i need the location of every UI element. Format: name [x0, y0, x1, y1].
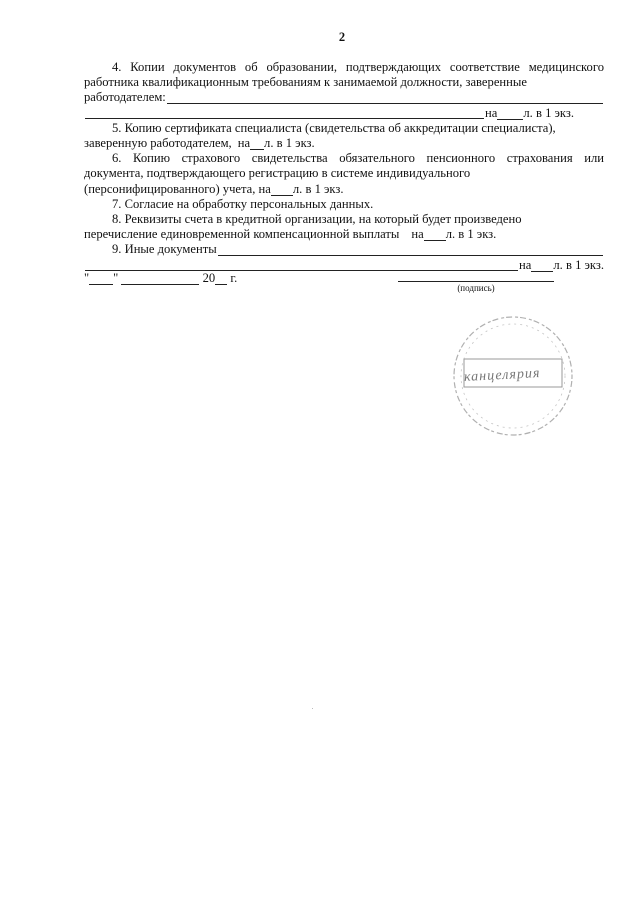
item-8-text: 8. Реквизиты счета в кредитной организации, на который будет произведено: [112, 212, 522, 227]
item-4-employer-line: [84, 90, 604, 105]
item-6-pages: л. в 1 экз.: [292, 181, 344, 196]
item-4-text: 4. Копии документов об образовании, подтверждающих соответствие медицинского работника квалификационным требованиям к занимаемой должности, заверенные: [84, 60, 604, 90]
item-6-lead: (персонифицированного) учета, на: [84, 181, 271, 196]
date-day-field[interactable]: [89, 273, 113, 285]
item-7-text: 7. Согласие на обработку персональных данных.: [112, 196, 374, 211]
item-4-employer-field[interactable]: [167, 92, 603, 104]
stamp-text: канцелярия: [463, 366, 541, 385]
item-6-pages-line: [84, 182, 604, 197]
item-5-text: 5. Копию сертификата специалиста (свидетельства об аккредитации специалиста),: [112, 120, 556, 135]
item-5-lead: заверенную работодателем,: [84, 136, 232, 151]
item-9-document-field[interactable]: [85, 259, 518, 271]
item-4-lead: работодателем:: [84, 90, 166, 105]
item-9-other-documents-field[interactable]: [218, 244, 603, 256]
item-9-pages: л. в 1 экз.: [553, 257, 604, 272]
date-year-prefix: 20: [202, 271, 216, 285]
item-6-page-count-field[interactable]: [271, 184, 293, 196]
item-8-page-count-field[interactable]: [424, 229, 446, 241]
item-5-na: на: [237, 136, 251, 151]
date-close-quote: ": [113, 271, 119, 285]
date-line: [84, 271, 237, 286]
date-year-suffix: г.: [230, 271, 238, 285]
item-4-pages: л. в 1 экз.: [523, 105, 574, 120]
signature-block: [398, 272, 554, 293]
scan-speck: [312, 708, 313, 709]
signature-caption: (подпись): [457, 283, 495, 293]
item-9-line: [84, 242, 604, 257]
item-8-na: на: [411, 227, 424, 242]
date-open-quote: ": [84, 271, 90, 285]
item-9-page-count-field[interactable]: [531, 260, 553, 272]
date-year-field[interactable]: [215, 273, 227, 285]
item-4-document-field[interactable]: [85, 107, 484, 119]
item-5-pages: л. в 1 экз.: [264, 136, 315, 151]
date-month-field[interactable]: [121, 273, 199, 285]
item-4-page-count-field[interactable]: [497, 108, 523, 120]
item-6-text: 6. Копию страхового свидетельства обязательного пенсионного страхования или документа, подтверждающего регистрацию в системе индивидуального: [84, 151, 604, 181]
item-5-page-count-field[interactable]: [250, 138, 264, 150]
page-number: 2: [338, 30, 346, 44]
document-body: [84, 60, 604, 273]
signature-field[interactable]: [398, 272, 554, 282]
item-4-na: на: [485, 105, 498, 120]
item-9-na: на: [519, 257, 532, 272]
item-8-pages-line: [84, 227, 604, 242]
item-8-pages: л. в 1 экз.: [445, 227, 497, 242]
item-8-lead: перечисление единовременной компенсационной выплаты: [84, 227, 400, 242]
item-9-lead: 9. Иные документы: [112, 242, 217, 257]
item-5-pages-line: [84, 136, 604, 151]
item-4-pages-line: [84, 106, 604, 121]
